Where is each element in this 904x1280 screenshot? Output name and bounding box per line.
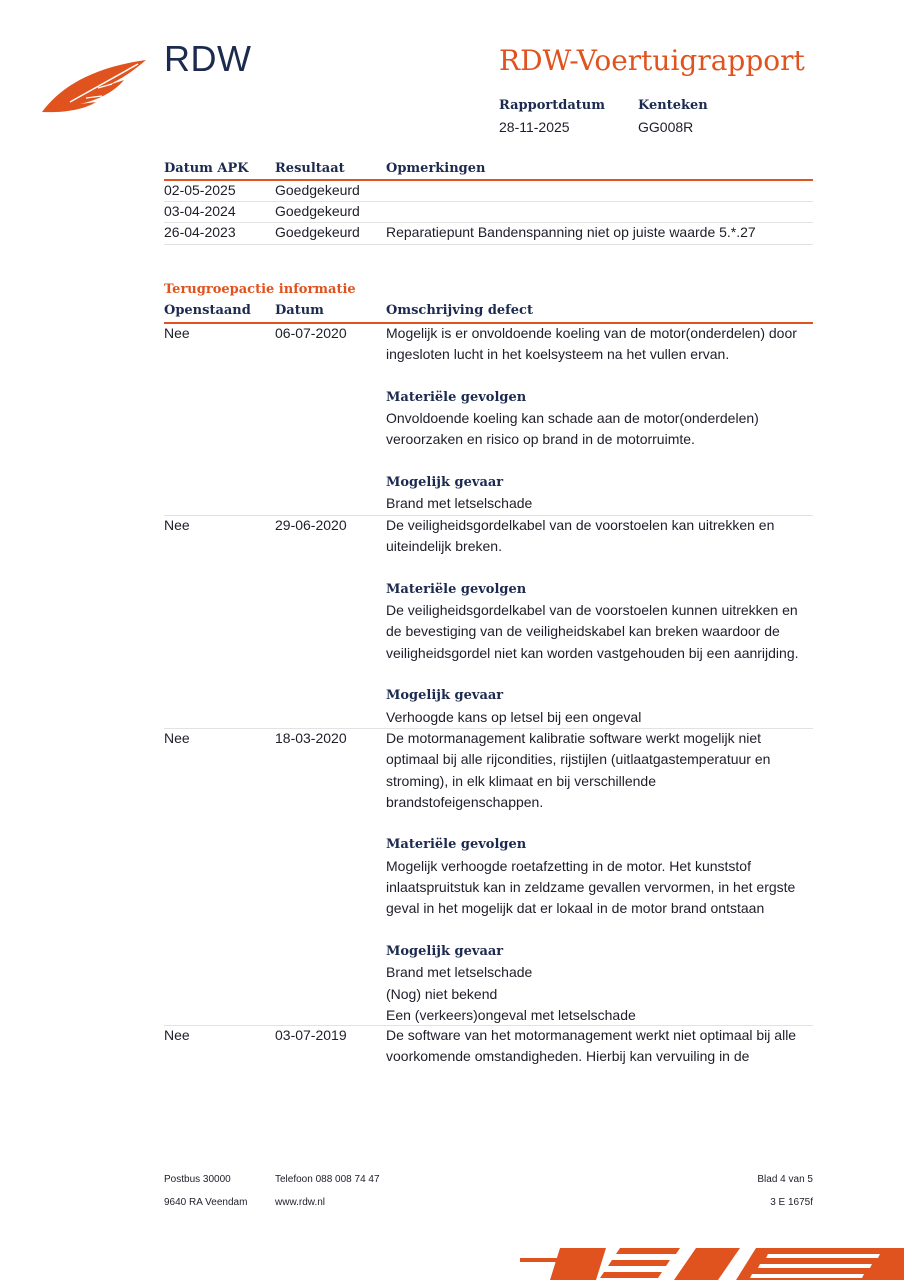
- recall-description: [386, 515, 806, 728]
- description-line: veroorzaken en risico op brand in de motorruimte.: [386, 431, 695, 448]
- recall-header-open: Openstaand: [164, 303, 251, 318]
- recall-description: [386, 728, 806, 1026]
- description-line: Een (verkeers)ongeval met letselschade: [386, 1006, 636, 1023]
- description-subheading: Materiële gevolgen: [386, 837, 527, 853]
- footer-code: 3 E 1675f: [770, 1197, 813, 1208]
- footer-website: www.rdw.nl: [275, 1197, 326, 1208]
- description-line: Brand met letselschade: [386, 964, 533, 981]
- description-line: stroming), in elk klimaat en bij verschillende: [386, 772, 656, 789]
- recall-date: 18-03-2020: [275, 730, 347, 746]
- description-line: inlaatspruitstuk kan in zeldzame gevallen vervormen, in het ergste: [386, 879, 796, 896]
- kenteken-value: GG008R: [638, 119, 694, 135]
- recall-section-title: Terugroepactie informatie: [164, 282, 356, 297]
- description-subheading: Mogelijk gevaar: [386, 475, 504, 491]
- description-line: De software van het motormanagement werkt niet optimaal bij alle: [386, 1027, 797, 1043]
- row-divider: [164, 244, 813, 245]
- rapportdatum-value: 28-11-2025: [499, 119, 570, 135]
- description-line: (Nog) niet bekend: [386, 985, 498, 1002]
- description-line: Mogelijk verhoogde roetafzetting in de motor. Het kunststof: [386, 857, 751, 874]
- description-line: voorkomende omstandigheden. Hierbij kan vervuiling in de: [386, 1048, 750, 1065]
- recall-open: Nee: [164, 325, 190, 341]
- footer-postbus: Postbus 30000: [164, 1174, 231, 1185]
- rdw-logo-icon: [40, 58, 148, 114]
- description-spacer: [386, 664, 806, 685]
- description-spacer: [386, 813, 806, 834]
- recall-date: 29-06-2020: [275, 517, 347, 533]
- description-line: De motormanagement kalibratie software werkt mogelijk niet: [386, 730, 762, 746]
- footer-postcode: 9640 RA Veendam: [164, 1197, 248, 1208]
- recall-description: [386, 1025, 806, 1068]
- description-line: Mogelijk is er onvoldoende koeling van de motor(onderdelen) door: [386, 325, 797, 341]
- description-line: veiligheidsgordel niet kan worden vastgehouden bij een aanrijding.: [386, 644, 799, 661]
- recall-header-description: Omschrijving defect: [386, 303, 533, 318]
- description-subheading: Mogelijk gevaar: [386, 943, 504, 959]
- description-subheading: Mogelijk gevaar: [386, 688, 504, 704]
- description-line: Verhoogde kans op letsel bij een ongeval: [386, 708, 642, 725]
- row-divider: [164, 201, 813, 202]
- description-subheading: Materiële gevolgen: [386, 581, 527, 597]
- apk-header-date: Datum APK: [164, 161, 249, 176]
- recall-header-date: Datum: [275, 303, 324, 318]
- apk-header-result: Resultaat: [275, 161, 345, 176]
- apk-remark: Reparatiepunt Bandenspanning niet op juiste waarde 5.*.27: [386, 224, 756, 240]
- decorative-stripes-icon: [520, 1244, 904, 1280]
- description-line: brandstofeigenschappen.: [386, 793, 544, 810]
- recall-description: [386, 323, 806, 515]
- description-line: optimaal bij alle rijcondities, rijstijlen (uitlaatgastemperatuur en: [386, 751, 771, 768]
- apk-result: Goedgekeurd: [275, 182, 360, 198]
- description-spacer: [386, 366, 806, 387]
- recall-open: Nee: [164, 517, 190, 533]
- description-line: de bevestiging van de veiligheidskabel kan breken waardoor de: [386, 623, 780, 640]
- kenteken-label: Kenteken: [638, 98, 708, 113]
- apk-result: Goedgekeurd: [275, 203, 360, 219]
- footer-page-number: Blad 4 van 5: [757, 1174, 813, 1185]
- footer-telefoon: Telefoon 088 008 74 47: [275, 1174, 380, 1185]
- description-line: De veiligheidsgordelkabel van de voorstoelen kunnen uitrekken en: [386, 602, 798, 619]
- description-spacer: [386, 558, 806, 579]
- apk-header-rule: [164, 179, 813, 181]
- description-line: geval in het mogelijk dat er lokaal in de motor brand ontstaan: [386, 900, 765, 917]
- apk-result: Goedgekeurd: [275, 224, 360, 240]
- apk-date: 03-04-2024: [164, 203, 236, 219]
- recall-date: 06-07-2020: [275, 325, 347, 341]
- report-title: RDW-Voertuigrapport: [499, 44, 805, 77]
- rapportdatum-label: Rapportdatum: [499, 98, 605, 113]
- description-subheading: Materiële gevolgen: [386, 389, 527, 405]
- description-line: De veiligheidsgordelkabel van de voorstoelen kan uitrekken en: [386, 517, 775, 533]
- recall-open: Nee: [164, 730, 190, 746]
- description-spacer: [386, 451, 806, 472]
- recall-date: 03-07-2019: [275, 1027, 347, 1043]
- description-line: uiteindelijk breken.: [386, 538, 502, 555]
- description-line: Onvoldoende koeling kan schade aan de motor(onderdelen): [386, 410, 759, 427]
- description-spacer: [386, 920, 806, 941]
- apk-date: 02-05-2025: [164, 182, 236, 198]
- description-line: Brand met letselschade: [386, 495, 533, 512]
- brand-name: RDW: [164, 38, 252, 79]
- apk-header-remarks: Opmerkingen: [386, 161, 486, 176]
- apk-date: 26-04-2023: [164, 224, 236, 240]
- description-line: ingesloten lucht in het koelsysteem na het vullen ervan.: [386, 346, 730, 363]
- recall-open: Nee: [164, 1027, 190, 1043]
